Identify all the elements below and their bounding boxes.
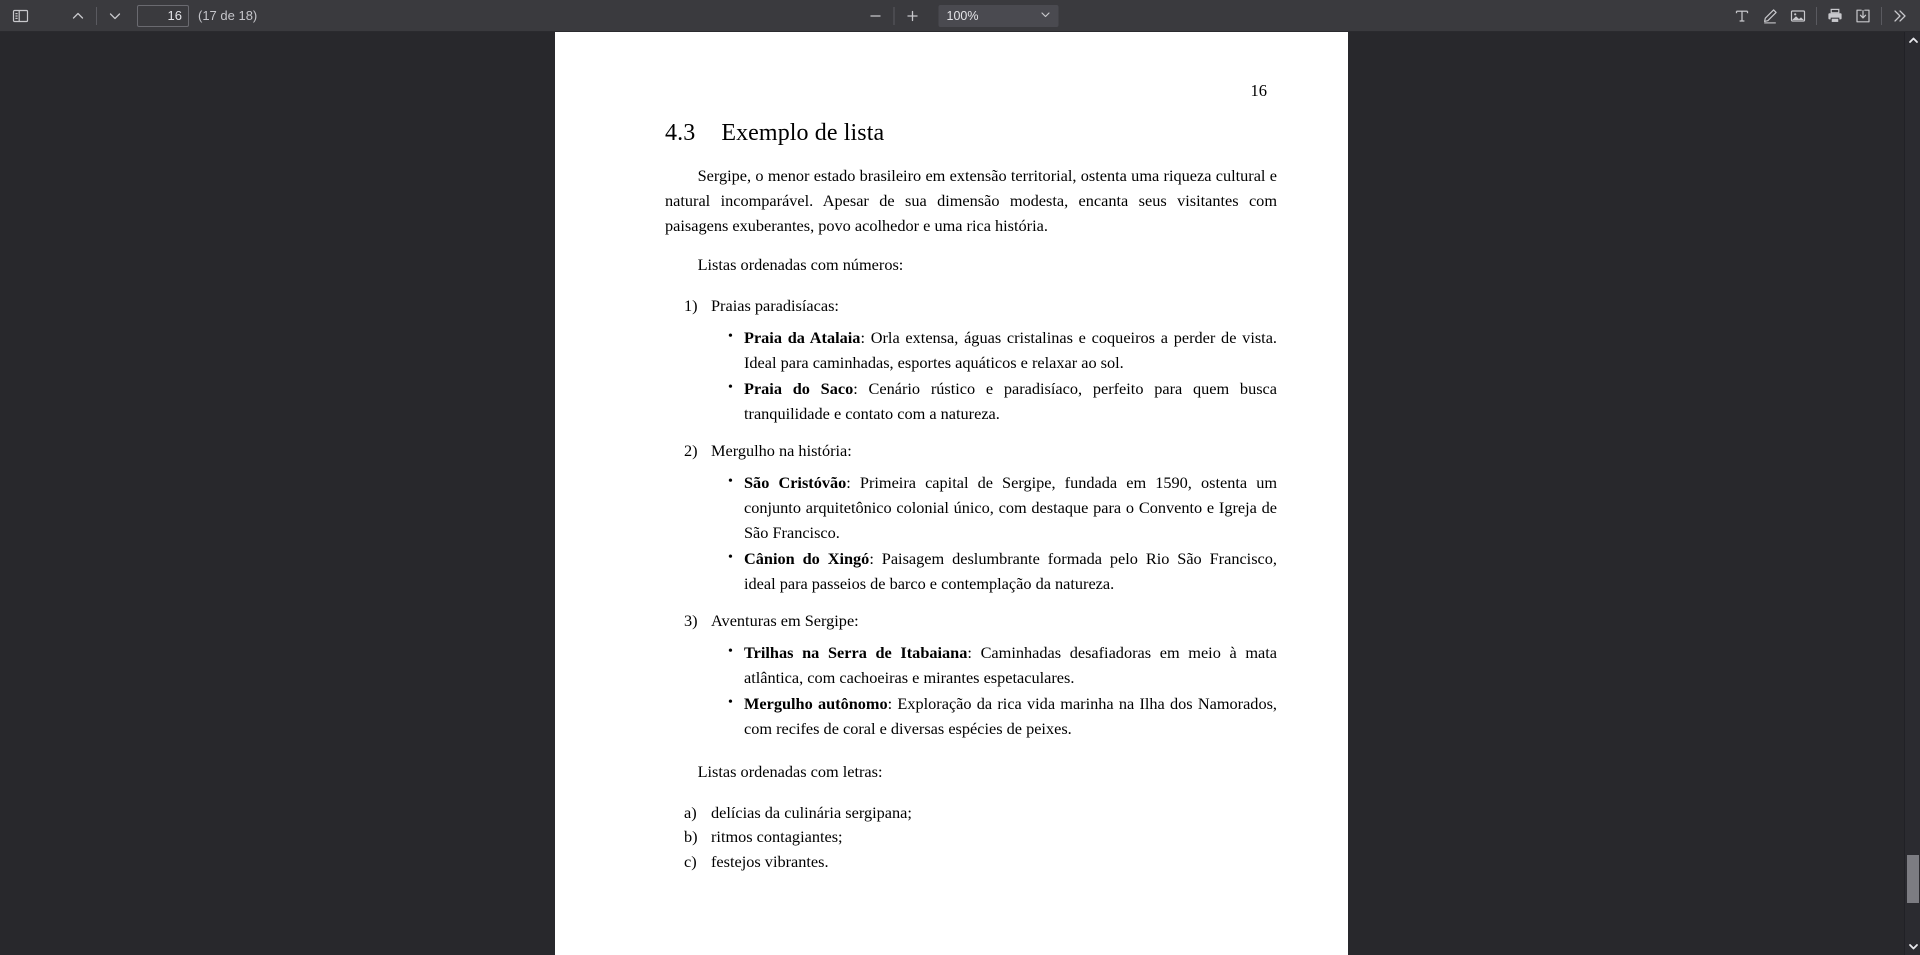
scrollbar-thumb[interactable] [1907,855,1919,903]
list-marker: 3) [684,610,698,630]
pdf-toolbar [0,0,1920,32]
print-button[interactable] [1821,3,1849,29]
scroll-up-button[interactable] [1905,32,1920,49]
bullet-item-description: : Primeira capital de Sergipe, fundada em 1590, ostenta um conjunto arquitetônico colonial único, com destaque para o Convento e Igreja de São Francisco. [744,473,1278,543]
pdf-viewer-area[interactable] [0,32,1904,955]
alpha-item-text: ritmos contagiantes; [711,827,843,847]
chevron-up-icon [70,8,86,24]
bullet-icon: • [728,550,733,566]
bullet-item-text [744,641,1277,691]
section-title: Exemplo de lista [721,120,885,146]
alpha-list [665,801,1277,874]
alpha-list-item [665,801,1277,825]
bullet-icon: • [728,379,733,395]
bullet-item-term: Cânion do Xingó [744,549,870,569]
bullet-list-item [665,692,1277,742]
list-item-title: Mergulho na história: [711,440,852,460]
vertical-scrollbar[interactable] [1904,32,1920,955]
toolbar-separator [96,7,97,25]
numbered-list-item-head [665,294,1277,318]
more-tools-button[interactable] [1886,3,1914,29]
bullet-list-item [665,641,1277,691]
list-marker: 1) [684,295,698,315]
page-total-label: (17 de 18) [198,8,258,23]
alpha-list-item [665,850,1277,874]
section-number: 4.3 [665,120,696,146]
pdf-page [555,32,1348,955]
draw-tool-button[interactable] [1756,3,1784,29]
bullet-list-item [665,377,1277,427]
bullet-icon: • [728,644,733,660]
bullet-sublist [665,326,1277,427]
zoom-level-select[interactable] [939,5,1059,27]
intro-paragraph: Sergipe, o menor estado brasileiro em extensão territorial, ostenta uma riqueza cultural e natural incomparável. Apesar de sua dimensão modesta, encanta seus visitantes com paisagens exuberantes, povo acolhedor e uma rica história. [665,166,1277,235]
zoom-level-value: 100% [946,8,979,23]
save-button[interactable] [1849,3,1877,29]
bullet-item-term: Praia do Saco [744,378,854,398]
list-item-title: Praias paradisíacas: [711,295,839,315]
next-page-button[interactable] [101,3,129,29]
bullet-list-item [665,547,1277,597]
bullet-item-term: Mergulho autônomo [744,694,888,714]
save-download-icon [1854,7,1872,25]
bullet-item-description: : Orla extensa, águas cristalinas e coqueiros a perder de vista. Ideal para caminhadas, esportes aquáticos e relaxar ao sol. [744,328,1278,373]
text-icon [1733,7,1751,25]
scroll-down-button[interactable] [1905,938,1920,955]
bullet-item-description: : Caminhadas desafiadoras em meio à mata atlântica, com cachoeiras e mirantes espetaculares. [744,643,1278,688]
chevron-down-icon [1040,8,1052,23]
toolbar-left-group [0,3,257,29]
section-heading [665,120,1277,147]
bullet-item-term: Praia da Atalaia [744,328,861,348]
bullet-item-text [744,377,1277,427]
list-marker: c) [684,851,697,871]
numbered-list [665,294,1277,742]
bullet-icon: • [728,474,733,490]
sidebar-icon [12,8,29,24]
numbered-list-item-head [665,439,1277,463]
bullet-item-description: : Paisagem deslumbrante formada pelo Rio São Francisco, ideal para passeios de barco e contemplação da natureza. [744,549,1277,593]
page-text-column [665,120,1277,874]
alpha-list-lead: Listas ordenadas com letras: [697,761,883,781]
bullet-icon: • [728,329,733,345]
toolbar-tools-group [1728,3,1914,29]
print-icon [1826,7,1844,25]
bullet-item-text [744,326,1277,376]
bullet-item-description: : Cenário rústico e paradisíaco, perfeito para quem busca tranquilidade e contato com a natureza. [744,378,1277,423]
bullet-list-item [665,326,1277,376]
toolbar-separator-more [1881,7,1882,25]
bullet-sublist [665,641,1277,742]
bullet-item-text [744,471,1277,546]
numbered-list-item-head [665,609,1277,633]
bullet-item-term: Trilhas na Serra de Itabaiana [744,643,968,663]
toolbar-separator-zoom [894,7,895,25]
text-tool-button[interactable] [1728,3,1756,29]
toolbar-zoom-group [862,3,1059,29]
plus-icon [905,8,921,24]
numbered-list-item [665,439,1277,597]
zoom-in-button[interactable] [899,3,927,29]
bullet-sublist [665,471,1277,597]
list-marker: 2) [684,440,698,460]
alpha-item-text: festejos vibrantes. [711,851,829,871]
zoom-out-button[interactable] [862,3,890,29]
bullet-icon: • [728,695,733,711]
bullet-item-description: : Exploração da rica vida marinha na Ilha dos Namorados, com recifes de coral e diversas espécies de peixes. [744,694,1277,739]
bullet-item-term: São Cristóvão [744,473,847,493]
image-tool-button[interactable] [1784,3,1812,29]
page-folio-number: 16 [1250,81,1267,100]
list-item-title: Aventuras em Sergipe: [711,610,859,630]
chevron-down-icon [107,8,123,24]
list-marker: a) [684,802,697,822]
chevron-up-icon [1908,35,1919,46]
numbered-list-lead: Listas ordenadas com números: [697,254,904,274]
pen-icon [1761,7,1779,25]
chevrons-right-icon [1891,7,1909,25]
minus-icon [868,8,884,24]
previous-page-button[interactable] [64,3,92,29]
image-icon [1789,7,1807,25]
toolbar-separator-tools [1816,7,1817,25]
list-marker: b) [684,827,698,847]
bullet-item-text [744,547,1277,597]
page-number-input[interactable] [137,5,189,27]
bullet-list-item [665,471,1277,546]
alpha-item-text: delícias da culinária sergipana; [711,802,912,822]
numbered-list-item [665,609,1277,742]
sidebar-toggle-button[interactable] [6,3,34,29]
chevron-down-icon [1908,941,1919,952]
alpha-list-item [665,825,1277,849]
bullet-item-text [744,692,1277,742]
numbered-list-item [665,294,1277,427]
